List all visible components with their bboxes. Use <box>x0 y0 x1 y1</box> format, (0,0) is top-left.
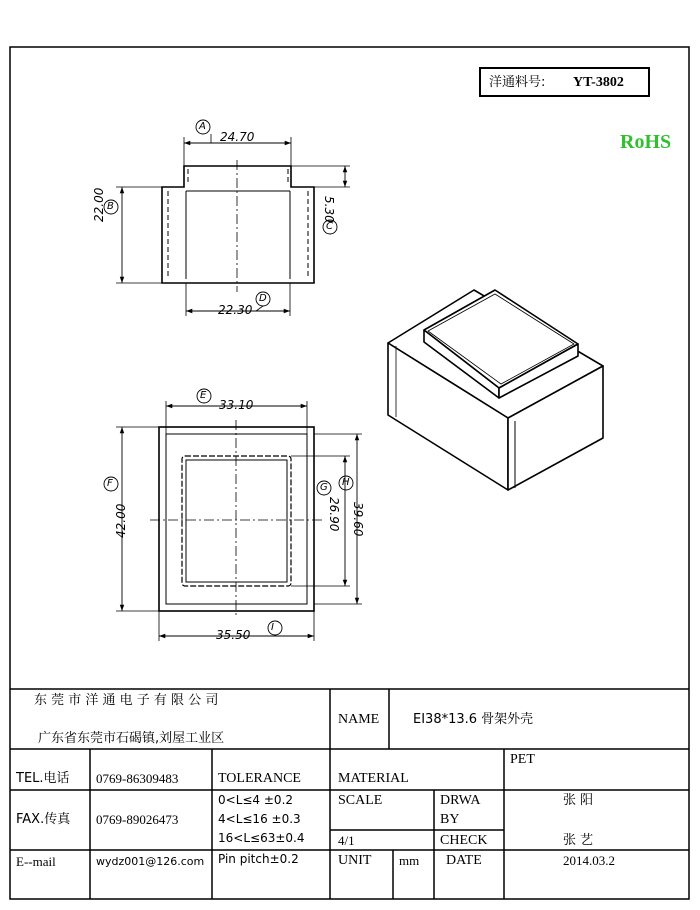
email-value: wydz001@126.com <box>96 855 205 868</box>
company-address: 广东省东莞市石碣镇,刘屋工业区 <box>38 731 225 746</box>
company-name: 东 莞 市 洋 通 电 子 有 限 公 司 <box>34 693 219 708</box>
material-label: MATERIAL <box>338 771 409 786</box>
dim-b-tag: B <box>107 201 114 212</box>
tolerance-row-2: 4<L≤16 ±0.3 <box>218 812 301 826</box>
date-label: DATE <box>446 853 482 868</box>
check-label: CHECK <box>440 833 488 848</box>
dim-d-value: 22.30 <box>218 303 253 317</box>
tolerance-label: TOLERANCE <box>218 771 301 786</box>
dim-g-value: 26.90 <box>327 497 341 532</box>
dim-e-value: 33.10 <box>219 398 254 412</box>
fax-label: FAX.传真 <box>16 812 71 827</box>
dim-a-value: 24.70 <box>220 130 255 144</box>
bottom-view <box>104 389 365 641</box>
dim-i-tag: I <box>271 622 274 633</box>
email-label: E--mail <box>16 854 56 869</box>
drawn-by-value: 张 阳 <box>563 793 594 808</box>
dim-f-tag: F <box>107 478 113 489</box>
part-number-value: YT-3802 <box>573 75 624 90</box>
material-value: PET <box>510 752 535 767</box>
iso-view <box>388 290 603 490</box>
unit-value: mm <box>399 853 420 868</box>
tel-value: 0769-86309483 <box>96 771 179 786</box>
tel-label: TEL.电话 <box>16 771 70 786</box>
top-view <box>104 120 350 316</box>
dim-i-value: 35.50 <box>216 628 251 642</box>
drawn-by-label-line1: DRWA <box>440 793 481 808</box>
tolerance-row-1: 0<L≤4 ±0.2 <box>218 793 294 807</box>
dim-h-value: 39.60 <box>351 502 365 537</box>
dim-f-value: 42.00 <box>114 503 128 538</box>
check-value: 张 艺 <box>563 833 594 848</box>
dim-d-tag: D <box>259 293 267 304</box>
tolerance-row-3: 16<L≤63±0.4 <box>218 831 305 845</box>
dim-c-value: 5.30 <box>322 196 336 223</box>
dim-e-tag: E <box>200 390 207 401</box>
tolerance-row-4: Pin pitch±0.2 <box>218 852 299 866</box>
part-number-label: 洋通料号: <box>489 75 546 90</box>
part-number-box <box>479 67 650 97</box>
dim-g-tag: G <box>320 482 328 493</box>
drawn-by-label-line2: BY <box>440 812 460 827</box>
dim-b-value: 22.00 <box>92 187 106 222</box>
scale-value: 4/1 <box>338 833 355 848</box>
name-value: EI38*13.6 骨架外壳 <box>413 712 534 727</box>
dim-h-tag: H <box>342 477 350 488</box>
dim-a-tag: A <box>199 121 206 132</box>
scale-label: SCALE <box>338 793 383 808</box>
unit-label: UNIT <box>338 853 372 868</box>
dim-c-tag: C <box>326 221 333 232</box>
date-value: 2014.03.2 <box>563 853 615 868</box>
rohs-mark: RoHS <box>620 131 672 153</box>
name-label: NAME <box>338 712 380 727</box>
fax-value: 0769-89026473 <box>96 812 179 827</box>
